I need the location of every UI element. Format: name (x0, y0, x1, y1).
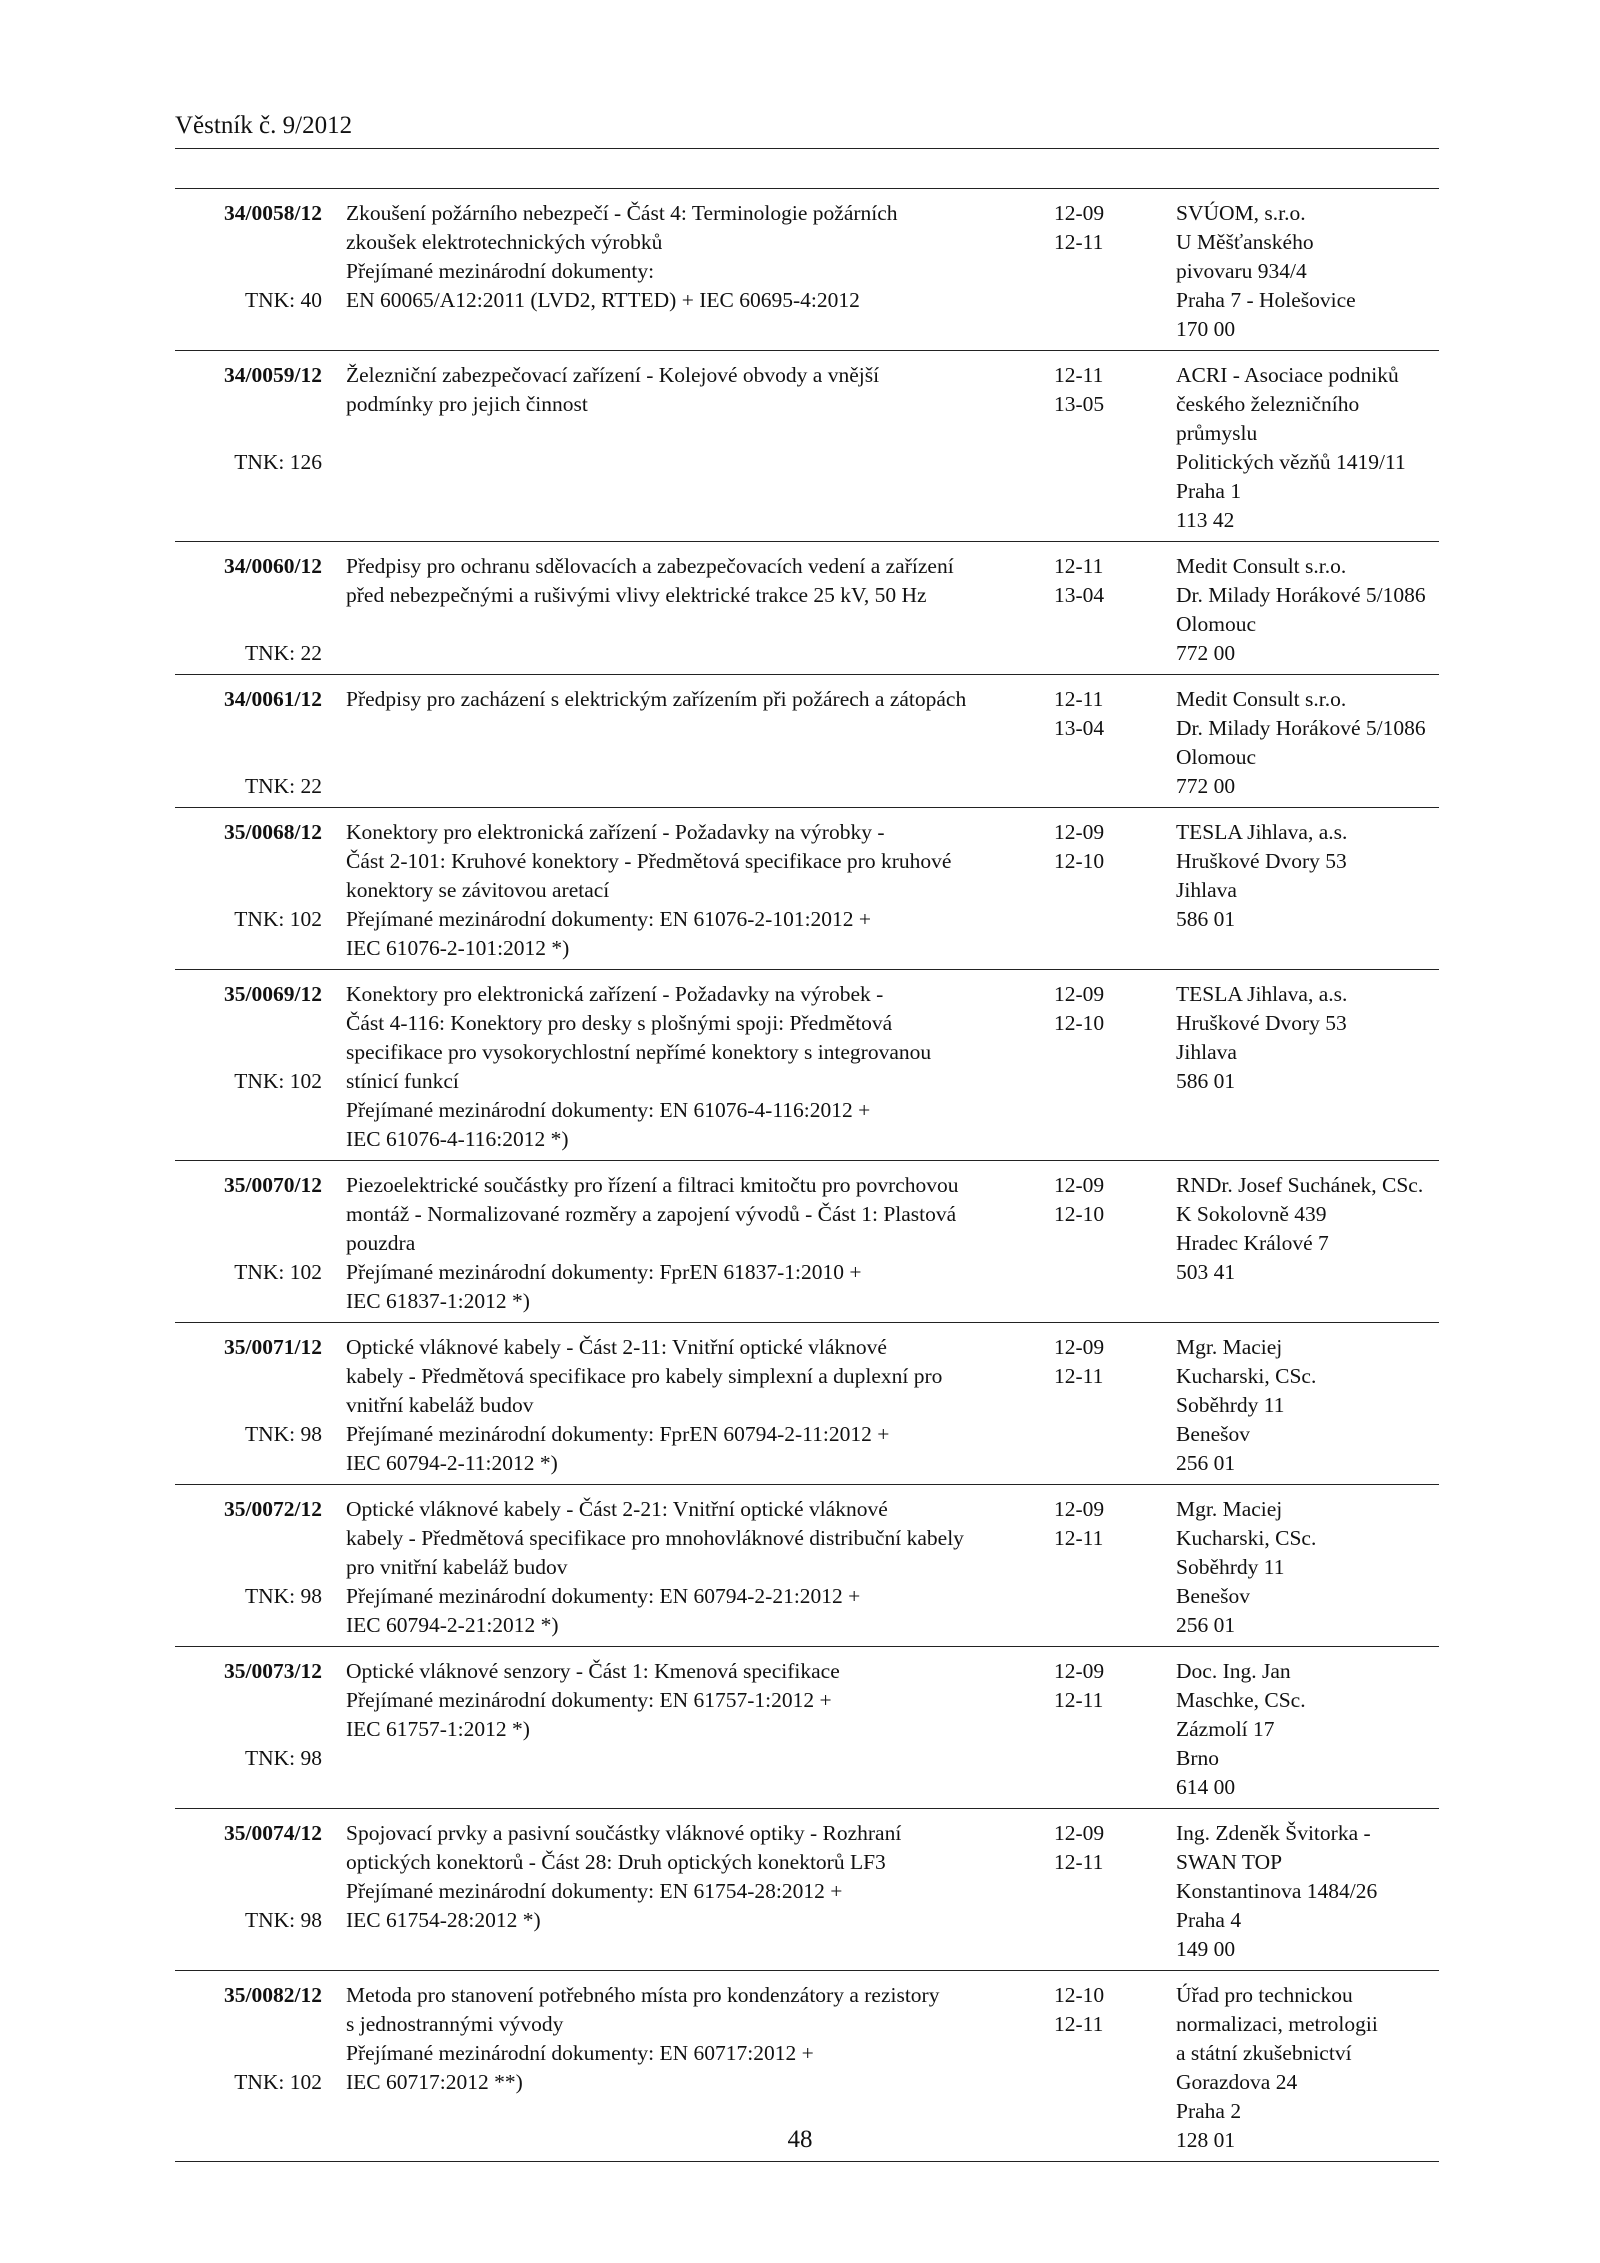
entry-title-cell (322, 675, 1054, 807)
table-row (175, 1161, 1439, 1323)
entry-title-line: IEC 61754-28:2012 *) (346, 1908, 541, 1932)
entry-address-line: 503 41 (1176, 1260, 1236, 1284)
entry-address-cell (1176, 970, 1439, 1160)
entry-dates-cell (1054, 970, 1176, 1160)
table-row (175, 1323, 1439, 1485)
entry-title-line: Optické vláknové kabely - Část 2-21: Vnitřní optické vláknové (346, 1497, 888, 1521)
entry-tnk: TNK: 102 (234, 1260, 322, 1284)
entry-id: 35/0070/12 (224, 1173, 322, 1197)
entry-address-line: Medit Consult s.r.o. (1176, 687, 1347, 711)
entry-tnk: TNK: 126 (234, 450, 322, 474)
entry-date: 12-11 (1054, 554, 1104, 578)
entry-title-line: Piezoelektrické součástky pro řízení a filtraci kmitočtu pro povrchovou (346, 1173, 959, 1197)
entry-title-line: Zkoušení požárního nebezpečí - Část 4: Terminologie požárních (346, 201, 898, 225)
entry-address-line: Soběhrdy 11 (1176, 1393, 1285, 1417)
entry-title-line: Optické vláknové senzory - Část 1: Kmenová specifikace (346, 1659, 840, 1683)
entry-title-line: Optické vláknové kabely - Část 2-11: Vnitřní optické vláknové (346, 1335, 887, 1359)
entry-address-line: 113 42 (1176, 508, 1235, 532)
entry-id-cell (175, 189, 322, 350)
entry-address-line: Hruškové Dvory 53 (1176, 1011, 1347, 1035)
entry-title-line: s jednostrannými vývody (346, 2012, 564, 2036)
entry-date: 13-04 (1054, 583, 1105, 607)
page-header (175, 110, 1439, 149)
entry-address-line: Praha 7 - Holešovice (1176, 288, 1356, 312)
entry-title-line: pouzdra (346, 1231, 416, 1255)
entry-address-line: 170 00 (1176, 317, 1236, 341)
entry-title-line: před nebezpečnými a rušivými vlivy elektrické trakce 25 kV, 50 Hz (346, 583, 927, 607)
entry-address-cell (1176, 189, 1439, 350)
entry-address-line: Praha 4 (1176, 1908, 1242, 1932)
entry-date: 12-10 (1054, 1011, 1105, 1035)
entry-address-line: TESLA Jihlava, a.s. (1176, 982, 1348, 1006)
entry-address-cell (1176, 808, 1439, 969)
entry-dates-cell (1054, 1485, 1176, 1646)
entry-address-line: Olomouc (1176, 612, 1257, 636)
entry-date: 12-10 (1054, 849, 1105, 873)
entry-tnk: TNK: 102 (234, 2070, 322, 2094)
entry-date: 12-11 (1054, 687, 1104, 711)
entry-address-line: Mgr. Maciej (1176, 1335, 1283, 1359)
entry-title-line: Železniční zabezpečovací zařízení - Kolejové obvody a vnější (346, 363, 880, 387)
entry-address-cell (1176, 675, 1439, 807)
entry-id-cell (175, 1809, 322, 1970)
entry-date: 12-09 (1054, 1173, 1105, 1197)
entry-address-line: Hradec Králové 7 (1176, 1231, 1329, 1255)
entry-id: 34/0058/12 (224, 201, 322, 225)
entry-date: 12-10 (1054, 1983, 1105, 2007)
entry-address-cell (1176, 1647, 1439, 1808)
entry-tnk: TNK: 102 (234, 907, 322, 931)
entry-id: 35/0072/12 (224, 1497, 322, 1521)
entry-address-line: pivovaru 934/4 (1176, 259, 1307, 283)
entry-title-line: stínicí funkcí (346, 1069, 459, 1093)
entry-date: 12-09 (1054, 1335, 1105, 1359)
entry-title-line: Přejímané mezinárodní dokumenty: EN 61076-4-116:2012 + (346, 1098, 871, 1122)
entry-date: 12-09 (1054, 201, 1105, 225)
entry-id: 35/0071/12 (224, 1335, 322, 1359)
entry-address-cell (1176, 1161, 1439, 1322)
entry-title-line: kabely - Předmětová specifikace pro kabely simplexní a duplexní pro (346, 1364, 943, 1388)
entry-address-line: Olomouc (1176, 745, 1257, 769)
entry-id: 35/0074/12 (224, 1821, 322, 1845)
entry-address-line: SVÚOM, s.r.o. (1176, 201, 1306, 225)
entry-date: 12-11 (1054, 1850, 1104, 1874)
entry-title-line: zkoušek elektrotechnických výrobků (346, 230, 663, 254)
entry-address-line: Jihlava (1176, 1040, 1237, 1064)
entry-dates-cell (1054, 1323, 1176, 1484)
entry-dates-cell (1054, 351, 1176, 541)
entry-id-cell (175, 1161, 322, 1322)
entry-address-line: Medit Consult s.r.o. (1176, 554, 1347, 578)
entry-id-cell (175, 675, 322, 807)
entry-title-line: Spojovací prvky a pasivní součástky vláknové optiky - Rozhraní (346, 1821, 902, 1845)
entry-address-line: Soběhrdy 11 (1176, 1555, 1285, 1579)
entry-address-line: 772 00 (1176, 774, 1236, 798)
entry-address-cell (1176, 542, 1439, 674)
entry-title-line: vnitřní kabeláž budov (346, 1393, 534, 1417)
entry-title-line: optických konektorů - Část 28: Druh optických konektorů LF3 (346, 1850, 886, 1874)
entry-address-line: 614 00 (1176, 1775, 1236, 1799)
entry-title-line: Přejímané mezinárodní dokumenty: EN 61076-2-101:2012 + (346, 907, 872, 931)
entry-tnk: TNK: 40 (244, 288, 322, 312)
entry-id-cell (175, 808, 322, 969)
entry-address-line: U Měšťanského (1176, 230, 1314, 254)
table-row (175, 1647, 1439, 1809)
entry-date: 12-11 (1054, 1364, 1104, 1388)
entry-address-line: Benešov (1176, 1422, 1251, 1446)
entry-address-line: Hruškové Dvory 53 (1176, 849, 1347, 873)
entry-address-line: Praha 2 (1176, 2099, 1242, 2123)
entry-id: 35/0068/12 (224, 820, 322, 844)
entry-tnk: TNK: 98 (244, 1584, 322, 1608)
page-number: 48 (787, 2126, 813, 2153)
entry-address-line: K Sokolovně 439 (1176, 1202, 1327, 1226)
entry-title-cell (322, 1647, 1054, 1808)
entry-dates-cell (1054, 189, 1176, 350)
entry-id-cell (175, 1485, 322, 1646)
entry-address-line: RNDr. Josef Suchánek, CSc. (1176, 1173, 1424, 1197)
entry-address-line: Konstantinova 1484/26 (1176, 1879, 1378, 1903)
entry-date: 12-11 (1054, 230, 1104, 254)
entry-address-line: Praha 1 (1176, 479, 1242, 503)
table-row (175, 189, 1439, 351)
entry-id: 34/0061/12 (224, 687, 322, 711)
entry-address-line: 256 01 (1176, 1451, 1236, 1475)
entry-title-line: Konektory pro elektronická zařízení - Požadavky na výrobky - (346, 820, 885, 844)
entry-title-line: Metoda pro stanovení potřebného místa pro kondenzátory a rezistory (346, 1983, 940, 2007)
entry-title-line: pro vnitřní kabeláž budov (346, 1555, 568, 1579)
entry-address-cell (1176, 1809, 1439, 1970)
entry-dates-cell (1054, 1161, 1176, 1322)
entry-title-cell (322, 189, 1054, 350)
entry-address-line: 586 01 (1176, 907, 1236, 931)
entry-title-line: konektory se závitovou aretací (346, 878, 610, 902)
entry-address-line: 772 00 (1176, 641, 1236, 665)
entry-title-line: IEC 61076-4-116:2012 *) (346, 1127, 569, 1151)
entry-address-line: Dr. Milady Horákové 5/1086 (1176, 716, 1426, 740)
entry-title-line: Předpisy pro zacházení s elektrickým zařízením při požárech a zátopách (346, 687, 967, 711)
entry-title-line: Přejímané mezinárodní dokumenty: (346, 259, 655, 283)
entry-title-line: IEC 60794-2-11:2012 *) (346, 1451, 558, 1475)
table-row (175, 542, 1439, 675)
entry-title-line: IEC 61076-2-101:2012 *) (346, 936, 570, 960)
entry-title-line: IEC 61837-1:2012 *) (346, 1289, 530, 1313)
entry-id-cell (175, 970, 322, 1160)
entry-dates-cell (1054, 808, 1176, 969)
entry-date: 12-11 (1054, 363, 1104, 387)
entry-title-line: podmínky pro jejich činnost (346, 392, 588, 416)
entry-date: 12-09 (1054, 982, 1105, 1006)
entry-id: 34/0060/12 (224, 554, 322, 578)
entry-date: 12-11 (1054, 1688, 1104, 1712)
entry-address-line: SWAN TOP (1176, 1850, 1283, 1874)
entry-address-line: Politických vězňů 1419/11 (1176, 450, 1406, 474)
entry-address-line: Gorazdova 24 (1176, 2070, 1298, 2094)
entry-dates-cell (1054, 1647, 1176, 1808)
entry-id-cell (175, 351, 322, 541)
entry-address-line: 149 00 (1176, 1937, 1236, 1961)
entry-title-line: Předpisy pro ochranu sdělovacích a zabezpečovacích vedení a zařízení (346, 554, 954, 578)
entry-id: 34/0059/12 (224, 363, 322, 387)
entry-address-line: Maschke, CSc. (1176, 1688, 1306, 1712)
entry-date: 12-11 (1054, 1526, 1104, 1550)
entry-address-line: 586 01 (1176, 1069, 1236, 1093)
entry-date: 13-04 (1054, 716, 1105, 740)
entry-id: 35/0073/12 (224, 1659, 322, 1683)
entry-address-line: 128 01 (1176, 2128, 1236, 2152)
table-row (175, 351, 1439, 542)
entry-date: 12-10 (1054, 1202, 1105, 1226)
entry-address-cell (1176, 351, 1439, 541)
entry-title-cell (322, 351, 1054, 541)
table-row (175, 1809, 1439, 1971)
entry-address-cell (1176, 1323, 1439, 1484)
entry-date: 12-09 (1054, 1659, 1105, 1683)
entry-dates-cell (1054, 675, 1176, 807)
entry-id-cell (175, 542, 322, 674)
table-row (175, 675, 1439, 808)
entry-id-cell (175, 1323, 322, 1484)
entry-title-line: Část 4-116: Konektory pro desky s plošnými spoji: Předmětová (346, 1011, 893, 1035)
entry-tnk: TNK: 98 (244, 1908, 322, 1932)
entry-title-line: IEC 60794-2-21:2012 *) (346, 1613, 559, 1637)
entry-address-line: Brno (1176, 1746, 1219, 1770)
entry-date: 12-11 (1054, 2012, 1104, 2036)
entry-address-line: Dr. Milady Horákové 5/1086 (1176, 583, 1426, 607)
standards-table (175, 188, 1439, 2162)
entry-date: 12-09 (1054, 820, 1105, 844)
entry-title-cell (322, 542, 1054, 674)
entry-tnk: TNK: 98 (244, 1746, 322, 1770)
entry-address-line: normalizaci, metrologii (1176, 2012, 1378, 2036)
entry-title-cell (322, 970, 1054, 1160)
entry-address-line: TESLA Jihlava, a.s. (1176, 820, 1348, 844)
table-row (175, 1485, 1439, 1647)
entry-title-line: Přejímané mezinárodní dokumenty: EN 60794-2-21:2012 + (346, 1584, 861, 1608)
entry-address-line: a státní zkušebnictví (1176, 2041, 1352, 2065)
entry-title-line: Přejímané mezinárodní dokumenty: EN 61754-28:2012 + (346, 1879, 843, 1903)
entry-address-line: Doc. Ing. Jan (1176, 1659, 1291, 1683)
entry-title-line: Přejímané mezinárodní dokumenty: FprEN 61837-1:2010 + (346, 1260, 862, 1284)
entry-title-cell (322, 808, 1054, 969)
entry-date: 13-05 (1054, 392, 1105, 416)
entry-address-line: Mgr. Maciej (1176, 1497, 1283, 1521)
entry-id: 35/0082/12 (224, 1983, 322, 2007)
entry-title-cell (322, 1323, 1054, 1484)
entry-tnk: TNK: 22 (244, 641, 322, 665)
entry-title-line: Přejímané mezinárodní dokumenty: EN 61757-1:2012 + (346, 1688, 832, 1712)
entry-title-line: IEC 61757-1:2012 *) (346, 1717, 530, 1741)
entry-title-cell (322, 1809, 1054, 1970)
entry-address-line: 256 01 (1176, 1613, 1236, 1637)
entry-tnk: TNK: 98 (244, 1422, 322, 1446)
entry-id-cell (175, 1647, 322, 1808)
entry-address-cell (1176, 1485, 1439, 1646)
entry-title-cell (322, 1161, 1054, 1322)
entry-title-line: kabely - Předmětová specifikace pro mnohovláknové distribuční kabely (346, 1526, 964, 1550)
entry-address-line: ACRI - Asociace podniků (1176, 363, 1399, 387)
entry-address-line: Zázmolí 17 (1176, 1717, 1275, 1741)
entry-title-line: IEC 60717:2012 **) (346, 2070, 523, 2094)
entry-title-cell (322, 1485, 1054, 1646)
entry-address-line: Ing. Zdeněk Švitorka - (1176, 1821, 1371, 1845)
entry-address-line: Jihlava (1176, 878, 1237, 902)
table-row (175, 808, 1439, 970)
entry-title-line: Část 2-101: Kruhové konektory - Předmětová specifikace pro kruhové (346, 849, 952, 873)
entry-address-line: průmyslu (1176, 421, 1258, 445)
entry-title-line: specifikace pro vysokorychlostní nepřímé konektory s integrovanou (346, 1040, 932, 1064)
entry-tnk: TNK: 22 (244, 774, 322, 798)
entry-title-line: Přejímané mezinárodní dokumenty: FprEN 60794-2-11:2012 + (346, 1422, 890, 1446)
entry-address-line: Kucharski, CSc. (1176, 1364, 1317, 1388)
entry-date: 12-09 (1054, 1821, 1105, 1845)
entry-address-line: českého železničního (1176, 392, 1360, 416)
entry-title-line: Přejímané mezinárodní dokumenty: EN 60717:2012 + (346, 2041, 814, 2065)
entry-dates-cell (1054, 1809, 1176, 1970)
entry-address-line: Kucharski, CSc. (1176, 1526, 1317, 1550)
entry-dates-cell (1054, 542, 1176, 674)
entry-address-line: Benešov (1176, 1584, 1251, 1608)
table-row (175, 970, 1439, 1161)
publication-title: Věstník č. 9/2012 (175, 112, 353, 139)
entry-title-line: Konektory pro elektronická zařízení - Požadavky na výrobek - (346, 982, 884, 1006)
entry-date: 12-09 (1054, 1497, 1105, 1521)
entry-title-line: montáž - Normalizované rozměry a zapojení vývodů - Část 1: Plastová (346, 1202, 957, 1226)
entry-address-line: Úřad pro technickou (1176, 1983, 1353, 2007)
entry-id: 35/0069/12 (224, 982, 322, 1006)
entry-title-line: EN 60065/A12:2011 (LVD2, RTTED) + IEC 60695-4:2012 (346, 288, 860, 312)
entry-tnk: TNK: 102 (234, 1069, 322, 1093)
